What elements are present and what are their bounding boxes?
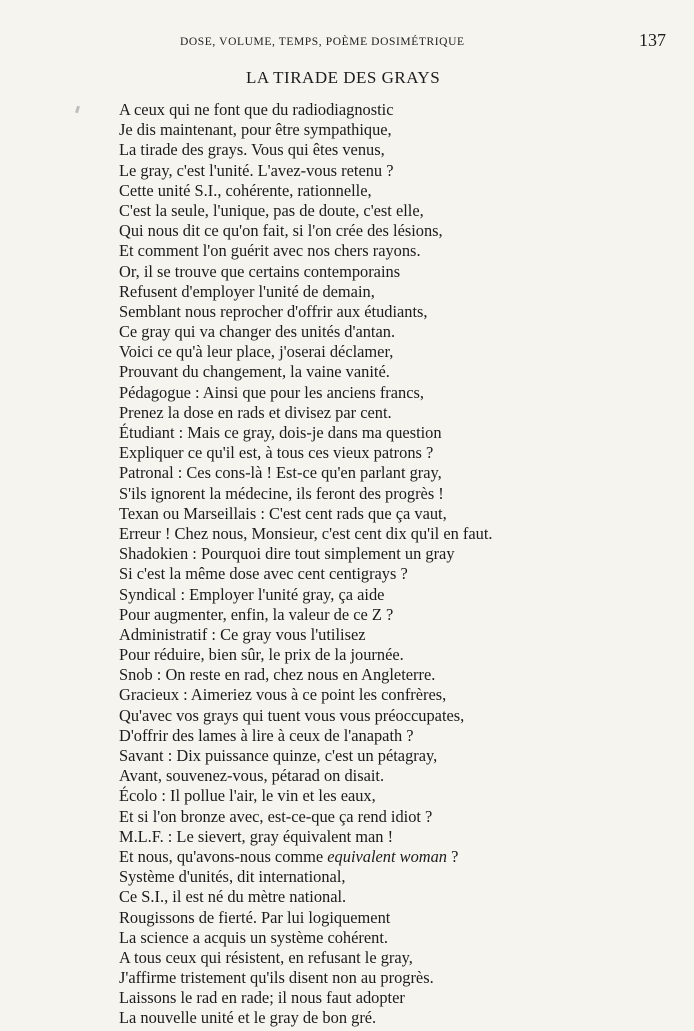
poem-line: La science a acquis un système cohérent. <box>119 927 388 947</box>
poem-line: Ce gray qui va changer des unités d'antan. <box>119 322 396 342</box>
poem-line: Refusent d'employer l'unité de demain, <box>119 281 375 301</box>
poem-line: Je dis maintenant, pour être sympathique, <box>119 120 392 140</box>
running-header: DOSE, VOLUME, TEMPS, POÈME DOSIMÉTRIQUE <box>180 36 465 48</box>
poem-line: Prouvant du changement, la vaine vanité. <box>119 362 390 382</box>
poem-line: Shadokien : Pourquoi dire tout simplement un gray <box>119 544 455 564</box>
poem-line: Ce S.I., il est né du mètre national. <box>119 887 347 907</box>
poem-line: Si c'est la même dose avec cent centigrays ? <box>119 564 408 584</box>
poem-line: Rougissons de fierté. Par lui logiquement <box>119 907 391 927</box>
poem-line: Qu'avec vos grays qui tuent vous vous préoccupates, <box>119 705 465 725</box>
poem-line: Gracieux : Aimeriez vous à ce point les confrères, <box>119 685 447 705</box>
page-speck-mark <box>75 106 80 114</box>
poem-line: Or, il se trouve que certains contemporains <box>119 261 401 281</box>
poem-line: M.L.F. : Le sievert, gray équivalent man ! <box>119 826 394 846</box>
poem-line: Et si l'on bronze avec, est-ce-que ça rend idiot ? <box>119 806 433 826</box>
poem-line-italic-text: equivalent woman <box>327 846 448 866</box>
poem-line: C'est la seule, l'unique, pas de doute, c'est elle, <box>119 200 424 220</box>
page-number: 137 <box>639 30 666 50</box>
poem-line: Savant : Dix puissance quinze, c'est un pétagray, <box>119 746 438 765</box>
poem-line: Étudiant : Mais ce gray, dois-je dans ma question <box>119 423 442 442</box>
poem-line: D'offrir des lames à lire à ceux de l'anapath ? <box>119 725 414 745</box>
poem-line: Erreur ! Chez nous, Monsieur, c'est cent dix qu'il en faut. <box>119 523 493 543</box>
poem-line: Pour augmenter, enfin, la valeur de ce Z ? <box>119 604 394 624</box>
poem-body <box>119 100 492 1029</box>
poem-line: Texan ou Marseillais : C'est cent rads que ça vaut, <box>119 503 447 523</box>
poem-line: Le gray, c'est l'unité. L'avez-vous retenu ? <box>119 160 394 180</box>
poem-line: Système d'unités, dit international, <box>119 867 346 887</box>
poem-line: A ceux qui ne font que du radiodiagnostic <box>119 100 394 119</box>
poem-line: Snob : On reste en rad, chez nous en Angleterre. <box>119 665 436 685</box>
poem-line: La nouvelle unité et le gray de bon gré. <box>119 1008 377 1028</box>
poem-line: A tous ceux qui résistent, en refusant le gray, <box>119 947 413 967</box>
poem-line: Et comment l'on guérit avec nos chers rayons. <box>119 241 421 261</box>
poem-line: Pour réduire, bien sûr, le prix de la journée. <box>119 645 404 665</box>
poem-line: Administratif : Ce gray vous l'utilisez <box>119 624 366 644</box>
poem-line: Semblant nous reprocher d'offrir aux étudiants, <box>119 301 428 321</box>
poem-title: LA TIRADE DES GRAYS <box>246 68 441 87</box>
poem-line-text: Et nous, qu'avons-nous comme <box>119 846 328 866</box>
poem-line: Patronal : Ces cons-là ! Est-ce qu'en parlant gray, <box>119 463 442 483</box>
poem-line: La tirade des grays. Vous qui êtes venus, <box>119 140 385 160</box>
poem-line: J'affirme tristement qu'ils disent non au progrès. <box>119 968 434 988</box>
poem-line <box>119 847 492 867</box>
poem-line: Pédagogue : Ainsi que pour les anciens francs, <box>119 382 424 402</box>
poem-line: Prenez la dose en rads et divisez par cent. <box>119 402 392 422</box>
poem-line: Qui nous dit ce qu'on fait, si l'on crée des lésions, <box>119 221 443 241</box>
poem-line: Voici ce qu'à leur place, j'oserai déclamer, <box>119 342 394 362</box>
poem-line: S'ils ignorent la médecine, ils feront des progrès ! <box>119 483 444 503</box>
poem-line: Cette unité S.I., cohérente, rationnelle, <box>119 180 372 200</box>
poem-line: Avant, souvenez-vous, pétarad on disait. <box>119 766 385 786</box>
poem-line: Syndical : Employer l'unité gray, ça aide <box>119 584 385 604</box>
poem-line: Laissons le rad en rade; il nous faut adopter <box>119 988 405 1008</box>
poem-line-text: ? <box>447 846 459 866</box>
poem-line: Expliquer ce qu'il est, à tous ces vieux patrons ? <box>119 443 434 463</box>
poem-line: Écolo : Il pollue l'air, le vin et les eaux, <box>119 786 376 806</box>
